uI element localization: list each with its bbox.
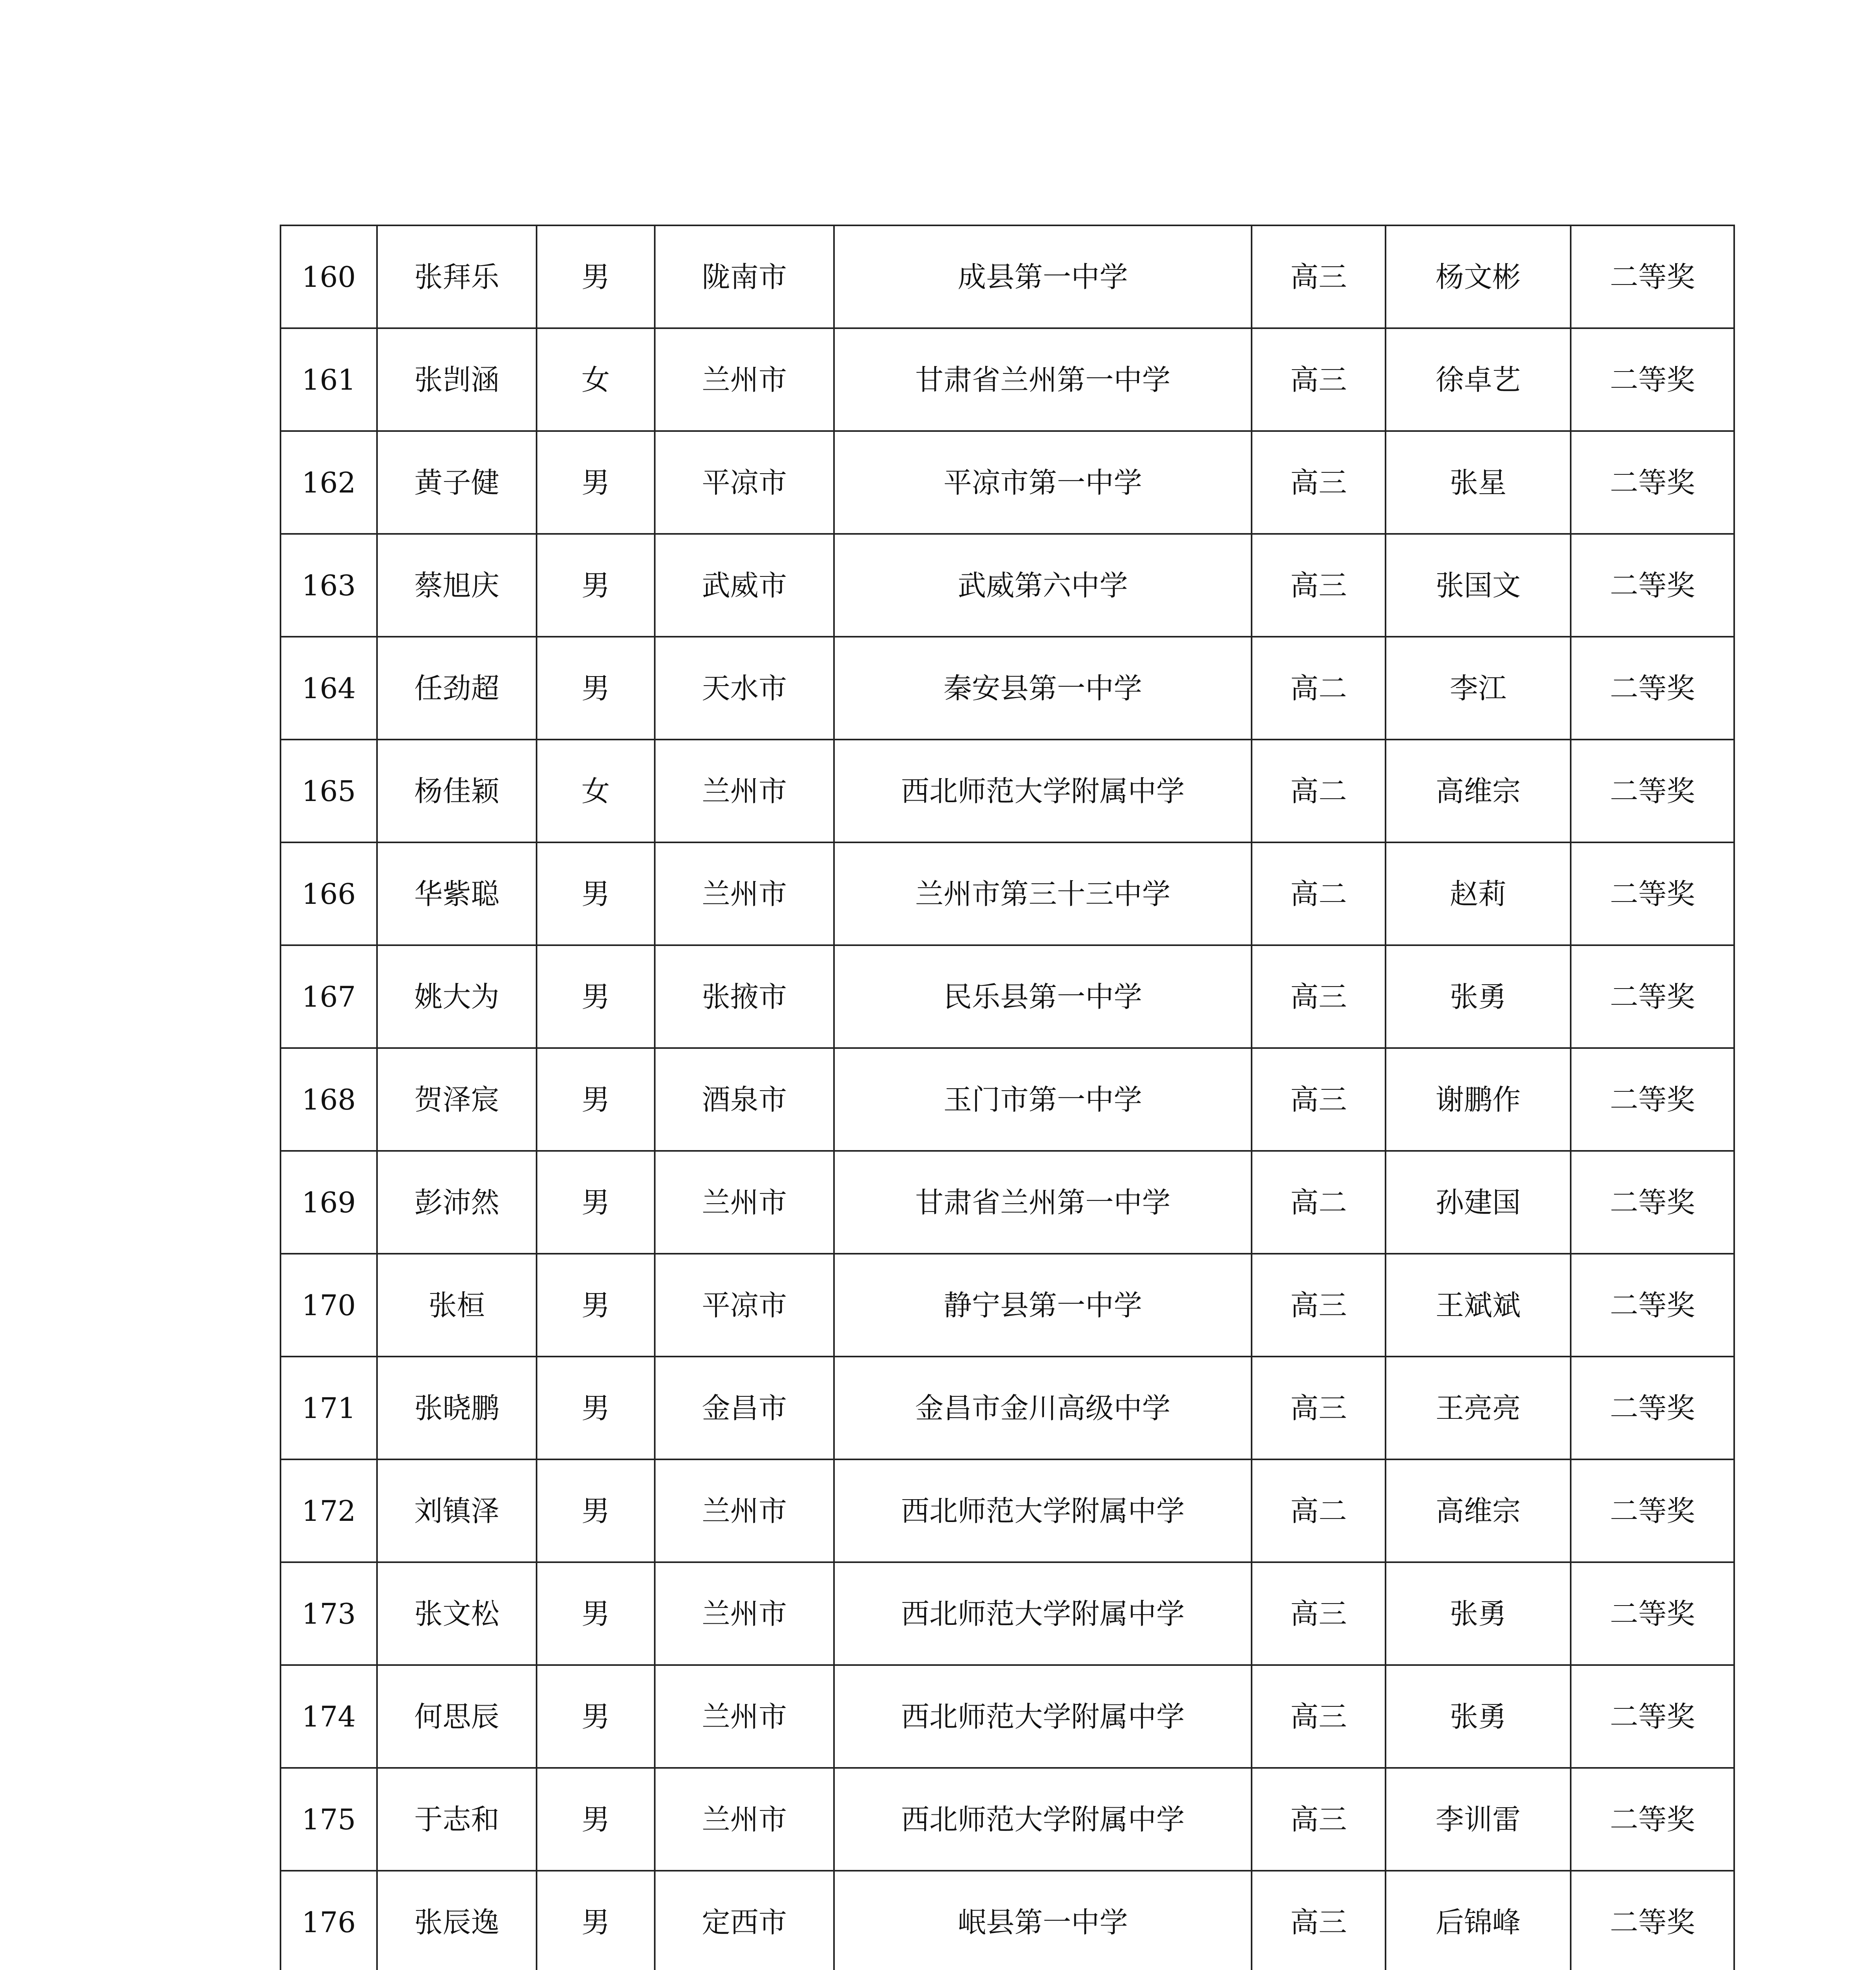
school-cell: 西北师范大学附属中学	[834, 1459, 1252, 1562]
gender-cell: 男	[537, 842, 655, 945]
rank-cell: 173	[280, 1562, 377, 1665]
table-row	[280, 431, 1734, 534]
rank-cell: 171	[280, 1357, 377, 1459]
award-cell: 二等奖	[1571, 1871, 1734, 1970]
city-cell: 兰州市	[655, 1768, 834, 1871]
coach-cell: 李江	[1386, 637, 1571, 740]
grade-cell: 高三	[1252, 1871, 1386, 1970]
name-cell: 姚大为	[377, 945, 537, 1048]
school-cell: 甘肃省兰州第一中学	[834, 1151, 1252, 1254]
school-cell: 岷县第一中学	[834, 1871, 1252, 1970]
school-cell: 兰州市第三十三中学	[834, 842, 1252, 945]
city-cell: 陇南市	[655, 225, 834, 328]
city-cell: 兰州市	[655, 842, 834, 945]
table-row	[280, 1562, 1734, 1665]
gender-cell: 男	[537, 534, 655, 637]
name-cell: 何思辰	[377, 1665, 537, 1768]
rank-cell: 174	[280, 1665, 377, 1768]
grade-cell: 高三	[1252, 1665, 1386, 1768]
award-cell: 二等奖	[1571, 328, 1734, 431]
table-row	[280, 225, 1734, 328]
table-row	[280, 1357, 1734, 1459]
rank-cell: 164	[280, 637, 377, 740]
table-row	[280, 1665, 1734, 1768]
grade-cell: 高三	[1252, 1357, 1386, 1459]
award-cell: 二等奖	[1571, 1151, 1734, 1254]
school-cell: 民乐县第一中学	[834, 945, 1252, 1048]
gender-cell: 男	[537, 1768, 655, 1871]
gender-cell: 女	[537, 328, 655, 431]
school-cell: 甘肃省兰州第一中学	[834, 328, 1252, 431]
gender-cell: 男	[537, 1665, 655, 1768]
gender-cell: 男	[537, 637, 655, 740]
name-cell: 任劲超	[377, 637, 537, 740]
award-table-body	[280, 225, 1734, 1970]
rank-cell: 169	[280, 1151, 377, 1254]
award-cell: 二等奖	[1571, 637, 1734, 740]
coach-cell: 杨文彬	[1386, 225, 1571, 328]
gender-cell: 男	[537, 431, 655, 534]
name-cell: 刘镇泽	[377, 1459, 537, 1562]
grade-cell: 高三	[1252, 431, 1386, 534]
name-cell: 张拜乐	[377, 225, 537, 328]
award-cell: 二等奖	[1571, 1768, 1734, 1871]
grade-cell: 高三	[1252, 1048, 1386, 1151]
award-cell: 二等奖	[1571, 225, 1734, 328]
name-cell: 张剀涵	[377, 328, 537, 431]
name-cell: 杨佳颖	[377, 740, 537, 842]
coach-cell: 赵莉	[1386, 842, 1571, 945]
coach-cell: 张星	[1386, 431, 1571, 534]
coach-cell: 张勇	[1386, 945, 1571, 1048]
grade-cell: 高三	[1252, 328, 1386, 431]
city-cell: 定西市	[655, 1871, 834, 1970]
rank-cell: 163	[280, 534, 377, 637]
gender-cell: 男	[537, 1871, 655, 1970]
name-cell: 华紫聪	[377, 842, 537, 945]
name-cell: 张晓鹏	[377, 1357, 537, 1459]
award-cell: 二等奖	[1571, 1459, 1734, 1562]
school-cell: 武威第六中学	[834, 534, 1252, 637]
table-row	[280, 1254, 1734, 1357]
city-cell: 兰州市	[655, 1562, 834, 1665]
award-cell: 二等奖	[1571, 1357, 1734, 1459]
school-cell: 西北师范大学附属中学	[834, 1665, 1252, 1768]
gender-cell: 男	[537, 1048, 655, 1151]
rank-cell: 162	[280, 431, 377, 534]
award-cell: 二等奖	[1571, 945, 1734, 1048]
table-row	[280, 1048, 1734, 1151]
school-cell: 西北师范大学附属中学	[834, 740, 1252, 842]
rank-cell: 176	[280, 1871, 377, 1970]
city-cell: 金昌市	[655, 1357, 834, 1459]
city-cell: 平凉市	[655, 431, 834, 534]
school-cell: 西北师范大学附属中学	[834, 1562, 1252, 1665]
grade-cell: 高三	[1252, 225, 1386, 328]
rank-cell: 160	[280, 225, 377, 328]
school-cell: 玉门市第一中学	[834, 1048, 1252, 1151]
gender-cell: 女	[537, 740, 655, 842]
gender-cell: 男	[537, 1357, 655, 1459]
coach-cell: 张国文	[1386, 534, 1571, 637]
city-cell: 武威市	[655, 534, 834, 637]
rank-cell: 161	[280, 328, 377, 431]
rank-cell: 165	[280, 740, 377, 842]
rank-cell: 172	[280, 1459, 377, 1562]
grade-cell: 高三	[1252, 1562, 1386, 1665]
rank-cell: 167	[280, 945, 377, 1048]
rank-cell: 168	[280, 1048, 377, 1151]
city-cell: 兰州市	[655, 1459, 834, 1562]
coach-cell: 高维宗	[1386, 740, 1571, 842]
school-cell: 西北师范大学附属中学	[834, 1768, 1252, 1871]
school-cell: 成县第一中学	[834, 225, 1252, 328]
name-cell: 黄子健	[377, 431, 537, 534]
gender-cell: 男	[537, 1459, 655, 1562]
grade-cell: 高二	[1252, 637, 1386, 740]
grade-cell: 高三	[1252, 1768, 1386, 1871]
name-cell: 张辰逸	[377, 1871, 537, 1970]
gender-cell: 男	[537, 1562, 655, 1665]
rank-cell: 175	[280, 1768, 377, 1871]
award-table	[280, 225, 1735, 1970]
table-row	[280, 1871, 1734, 1970]
award-cell: 二等奖	[1571, 1048, 1734, 1151]
coach-cell: 张勇	[1386, 1665, 1571, 1768]
rank-cell: 170	[280, 1254, 377, 1357]
award-cell: 二等奖	[1571, 842, 1734, 945]
coach-cell: 张勇	[1386, 1562, 1571, 1665]
name-cell: 彭沛然	[377, 1151, 537, 1254]
grade-cell: 高二	[1252, 740, 1386, 842]
grade-cell: 高二	[1252, 842, 1386, 945]
table-row	[280, 1768, 1734, 1871]
coach-cell: 王斌斌	[1386, 1254, 1571, 1357]
city-cell: 兰州市	[655, 1151, 834, 1254]
gender-cell: 男	[537, 1254, 655, 1357]
name-cell: 张文松	[377, 1562, 537, 1665]
table-row	[280, 740, 1734, 842]
grade-cell: 高三	[1252, 1254, 1386, 1357]
grade-cell: 高二	[1252, 1459, 1386, 1562]
table-row	[280, 945, 1734, 1048]
city-cell: 兰州市	[655, 740, 834, 842]
school-cell: 平凉市第一中学	[834, 431, 1252, 534]
grade-cell: 高二	[1252, 1151, 1386, 1254]
school-cell: 秦安县第一中学	[834, 637, 1252, 740]
grade-cell: 高三	[1252, 534, 1386, 637]
coach-cell: 徐卓艺	[1386, 328, 1571, 431]
table-row	[280, 534, 1734, 637]
table-row	[280, 637, 1734, 740]
award-cell: 二等奖	[1571, 431, 1734, 534]
school-cell: 金昌市金川高级中学	[834, 1357, 1252, 1459]
award-cell: 二等奖	[1571, 1665, 1734, 1768]
city-cell: 张掖市	[655, 945, 834, 1048]
name-cell: 蔡旭庆	[377, 534, 537, 637]
gender-cell: 男	[537, 1151, 655, 1254]
city-cell: 天水市	[655, 637, 834, 740]
city-cell: 平凉市	[655, 1254, 834, 1357]
name-cell: 于志和	[377, 1768, 537, 1871]
city-cell: 酒泉市	[655, 1048, 834, 1151]
rank-cell: 166	[280, 842, 377, 945]
award-cell: 二等奖	[1571, 740, 1734, 842]
award-cell: 二等奖	[1571, 534, 1734, 637]
name-cell: 张桓	[377, 1254, 537, 1357]
school-cell: 静宁县第一中学	[834, 1254, 1252, 1357]
award-cell: 二等奖	[1571, 1562, 1734, 1665]
coach-cell: 谢鹏作	[1386, 1048, 1571, 1151]
city-cell: 兰州市	[655, 328, 834, 431]
gender-cell: 男	[537, 945, 655, 1048]
grade-cell: 高三	[1252, 945, 1386, 1048]
gender-cell: 男	[537, 225, 655, 328]
coach-cell: 高维宗	[1386, 1459, 1571, 1562]
table-row	[280, 842, 1734, 945]
table-row	[280, 328, 1734, 431]
coach-cell: 孙建国	[1386, 1151, 1571, 1254]
table-row	[280, 1459, 1734, 1562]
coach-cell: 王亮亮	[1386, 1357, 1571, 1459]
table-row	[280, 1151, 1734, 1254]
coach-cell: 后锦峰	[1386, 1871, 1571, 1970]
award-cell: 二等奖	[1571, 1254, 1734, 1357]
city-cell: 兰州市	[655, 1665, 834, 1768]
coach-cell: 李训雷	[1386, 1768, 1571, 1871]
name-cell: 贺泽宸	[377, 1048, 537, 1151]
